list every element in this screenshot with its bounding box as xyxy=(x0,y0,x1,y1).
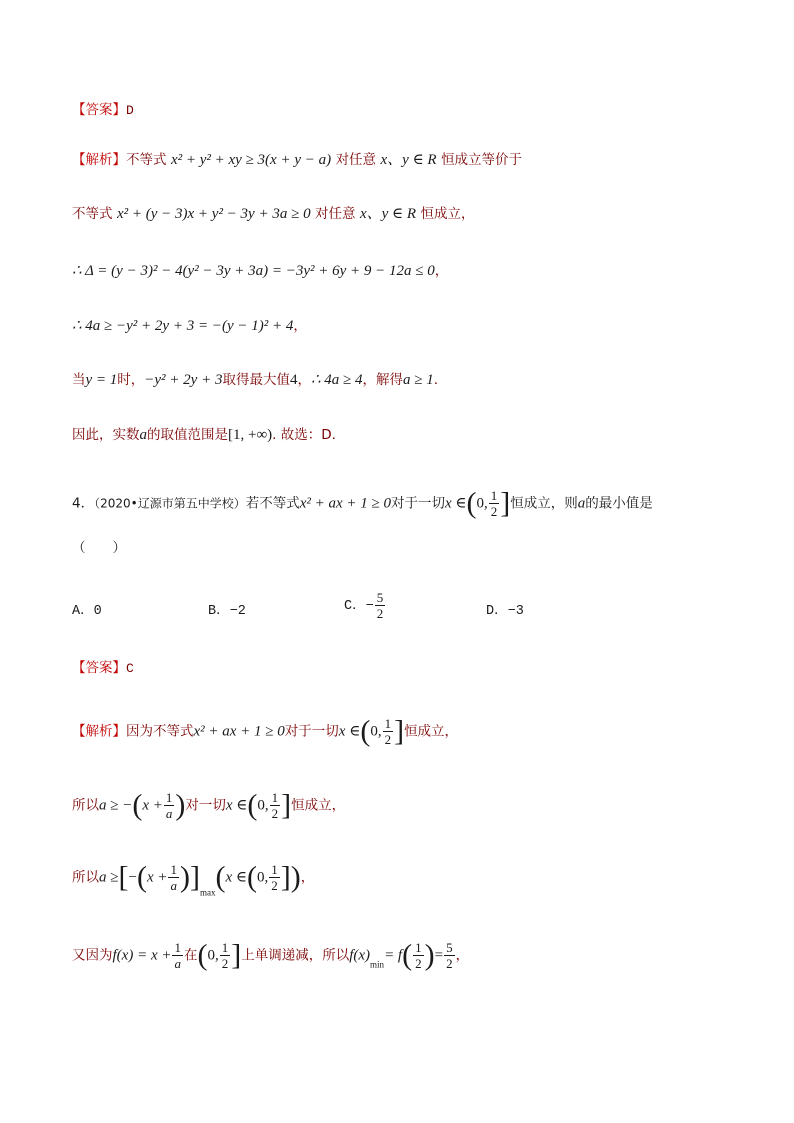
option-a[interactable] xyxy=(72,598,102,619)
paren-open: ( xyxy=(247,788,258,822)
math-expression: x + xyxy=(146,869,168,886)
fraction-one-over-x xyxy=(168,862,179,893)
answer-tag: 【答案】 xyxy=(72,102,126,118)
math-expression: 0, xyxy=(257,797,269,814)
math-expression: a xyxy=(139,427,147,443)
analysis-1-line-1 xyxy=(72,150,522,170)
fraction-result xyxy=(444,940,455,971)
option-c[interactable] xyxy=(344,590,386,621)
question-source: （2020•辽源市第五中学校） xyxy=(94,496,246,511)
fraction-half xyxy=(270,790,281,821)
bracket-close: ] xyxy=(231,938,242,972)
analysis-1-line-3 xyxy=(72,261,448,281)
answer-tag: 【答案】 xyxy=(72,660,126,676)
question-4-blank xyxy=(72,538,126,558)
math-expression: x² + y² + xy ≥ 3(x + y − a) xyxy=(170,152,332,168)
math-expression: x、y ∈ R xyxy=(380,152,437,168)
analysis-2-line-1 xyxy=(72,716,458,747)
text: 恒成立等价于 xyxy=(441,152,523,168)
numerator: 1 xyxy=(271,790,279,805)
analysis-tag: 【解析】 xyxy=(72,152,126,168)
math-expression: 0, xyxy=(257,869,269,886)
text: 的最小值是 xyxy=(585,495,653,512)
text: 不等式 xyxy=(126,152,167,168)
denominator: 2 xyxy=(446,956,453,971)
text: 不等式 xyxy=(72,206,113,222)
paren-open: ( xyxy=(360,714,371,748)
math-expression: x + xyxy=(142,797,163,814)
math-expression: x ∈ xyxy=(225,797,248,814)
question-number: 4． xyxy=(72,495,95,512)
paren-close: ) xyxy=(179,860,190,894)
text: 因此，实数 xyxy=(72,427,140,443)
math-expression: 0, xyxy=(370,723,382,740)
text: 对于一切 xyxy=(284,723,339,740)
math-expression: a ≥ 1 xyxy=(403,372,434,388)
bracket-close: ] xyxy=(394,714,405,748)
paren-open: ( xyxy=(215,860,226,894)
text: ， xyxy=(297,372,311,388)
text: ， xyxy=(300,869,315,886)
text: 对一切 xyxy=(185,797,226,814)
option-label: D． xyxy=(486,604,508,619)
analysis-2-line-3 xyxy=(72,862,314,903)
math-expression: 0, xyxy=(207,947,219,964)
denominator: 2 xyxy=(271,806,279,821)
math-expression: 0, xyxy=(476,495,488,512)
denominator: 2 xyxy=(376,606,384,621)
option-label: B． xyxy=(208,604,230,619)
analysis-1-line-2 xyxy=(72,204,475,224)
option-value: −3 xyxy=(507,604,524,619)
fraction-one-over-x xyxy=(164,790,175,821)
text: 的取值范围是 xyxy=(147,427,228,443)
paren-open: ( xyxy=(132,788,143,822)
math-expression: [1, +∞) xyxy=(228,427,273,443)
text: 当 xyxy=(72,372,86,388)
analysis-tag: 【解析】 xyxy=(72,723,126,740)
math-expression: x² + (y − 3)x + y² − 3y + 3a ≥ 0 xyxy=(116,206,311,222)
text: ，解得 xyxy=(362,372,403,388)
denominator: 2 xyxy=(221,956,229,971)
fraction-half xyxy=(383,716,394,747)
text: 对任意 xyxy=(335,152,377,168)
text: 因为不等式 xyxy=(126,723,194,740)
math-expression: = xyxy=(434,947,444,964)
numerator: 1 xyxy=(165,790,173,805)
paren-open: ( xyxy=(247,860,257,894)
analysis-2-line-4 xyxy=(72,940,469,975)
answer-line-1 xyxy=(72,100,134,121)
analysis-1-line-5 xyxy=(72,370,438,390)
text: 对任意 xyxy=(315,206,356,222)
fraction xyxy=(375,590,386,621)
option-label: A． xyxy=(72,604,94,619)
text: ， xyxy=(455,947,470,964)
answer-line-2 xyxy=(72,658,134,679)
denominator: 2 xyxy=(271,878,278,893)
math-expression: a ≥ − xyxy=(99,797,133,814)
bracket-close: ] xyxy=(189,860,200,894)
answer-value: C xyxy=(126,661,134,676)
text: 时， xyxy=(117,372,145,388)
option-value: 0 xyxy=(93,604,102,619)
numerator: 1 xyxy=(174,940,181,955)
text: ， xyxy=(434,263,449,279)
text: . 故选：D. xyxy=(272,427,336,443)
math-expression: ∴ 4a ≥ 4 xyxy=(310,372,363,388)
subscript-max: max xyxy=(199,887,216,898)
math-expression: x、y ∈ R xyxy=(359,206,417,222)
text: 恒成立，则 xyxy=(510,495,578,512)
analysis-1-line-6 xyxy=(72,425,336,445)
answer-blank: （ ） xyxy=(72,540,126,556)
math-expression: x² + ax + 1 ≥ 0 xyxy=(299,495,392,512)
paren-open: ( xyxy=(197,938,208,972)
denominator: a xyxy=(170,878,177,893)
option-b[interactable] xyxy=(208,598,246,619)
numerator: 5 xyxy=(376,590,384,605)
option-d[interactable] xyxy=(486,598,524,619)
text: 恒成立， xyxy=(404,723,459,740)
option-value: −2 xyxy=(229,604,246,619)
paren-open: ( xyxy=(136,860,147,894)
text: 取得最大值 xyxy=(222,372,290,388)
text: . xyxy=(433,372,439,388)
bracket-close: ] xyxy=(280,860,291,894)
bracket-open: [ xyxy=(118,860,129,894)
text: 所以 xyxy=(72,869,99,886)
option-label: C． xyxy=(344,599,366,615)
text: 在 xyxy=(183,947,198,964)
text: 若不等式 xyxy=(245,495,300,512)
math-expression: − xyxy=(128,869,137,886)
numerator: 1 xyxy=(490,488,498,503)
numerator: 5 xyxy=(446,940,453,955)
bracket-close: ] xyxy=(500,486,511,520)
paren-close: ) xyxy=(290,860,301,894)
math-expression: x ∈ xyxy=(338,723,361,740)
numerator: 1 xyxy=(170,862,177,877)
paren-close: ) xyxy=(424,938,435,972)
math-expression: ∴ Δ = (y − 3)² − 4(y² − 3y + 3a) = −3y² + 6y + 9 − 12a ≤ 0 xyxy=(72,263,435,279)
math-expression: f(x) xyxy=(349,947,371,964)
numerator: 1 xyxy=(221,940,229,955)
math-expression: −y² + 2y + 3 xyxy=(144,372,223,388)
text: 恒成立， xyxy=(420,206,475,222)
math-expression: y = 1 xyxy=(85,372,118,388)
numerator: 1 xyxy=(384,716,392,731)
numerator: 1 xyxy=(271,862,278,877)
paren-open: ( xyxy=(402,938,413,972)
math-expression: = f xyxy=(384,947,403,964)
text: ， xyxy=(293,318,307,334)
text: 所以 xyxy=(72,797,99,814)
text: 上单调递减，所以 xyxy=(241,947,350,964)
math-expression: a xyxy=(577,495,586,512)
numerator: 1 xyxy=(415,940,422,955)
math-expression: 4 xyxy=(289,372,298,388)
subscript-min: min xyxy=(370,959,385,970)
math-expression: f(x) = x + xyxy=(112,947,172,964)
fraction-half xyxy=(489,488,500,519)
paren-open: ( xyxy=(466,486,477,520)
denominator: 2 xyxy=(415,956,422,971)
denominator: 2 xyxy=(384,732,392,747)
option-value: − xyxy=(365,599,374,615)
fraction-half xyxy=(413,940,424,971)
fraction-half xyxy=(269,862,280,893)
answer-value: D xyxy=(126,103,134,118)
math-expression: x ∈ xyxy=(445,495,467,512)
math-expression: ∴ 4a ≥ −y² + 2y + 3 = −(y − 1)² + 4 xyxy=(72,318,294,334)
denominator: a xyxy=(174,956,181,971)
denominator: a xyxy=(165,806,173,821)
math-expression: x² + ax + 1 ≥ 0 xyxy=(193,723,285,740)
question-4 xyxy=(72,488,653,519)
denominator: 2 xyxy=(490,504,498,519)
text: 对于一切 xyxy=(391,495,446,512)
text: 又因为 xyxy=(72,947,113,964)
math-expression: a ≥ xyxy=(99,869,119,886)
paren-close: ) xyxy=(175,788,186,822)
math-expression: x ∈ xyxy=(225,869,247,886)
analysis-1-line-4 xyxy=(72,316,307,336)
text: 恒成立， xyxy=(291,797,346,814)
fraction-one-over-x xyxy=(172,940,183,971)
bracket-close: ] xyxy=(281,788,292,822)
fraction-half xyxy=(220,940,231,971)
analysis-2-line-2 xyxy=(72,790,345,821)
